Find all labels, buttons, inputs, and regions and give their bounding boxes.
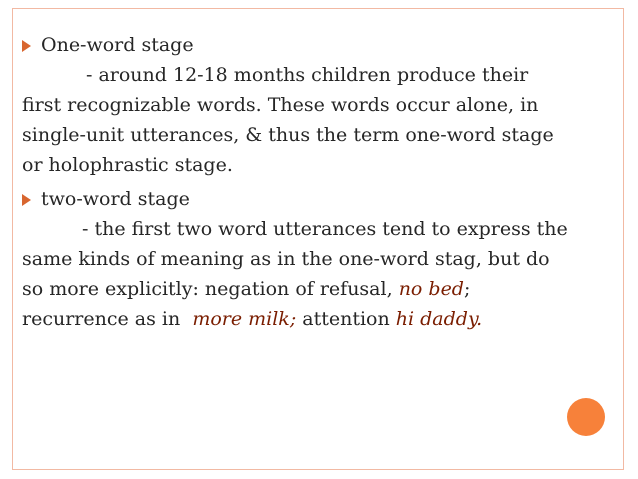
arrow-bullet-icon	[22, 40, 31, 52]
heading-one-word-stage: One-word stage	[41, 34, 194, 56]
text-line: single-unit utterances, & thus the term one-word stage	[22, 124, 554, 146]
example-hi-daddy: hi daddy.	[395, 308, 483, 330]
text-line	[22, 274, 612, 304]
arrow-bullet-icon	[22, 194, 31, 206]
text-line	[22, 304, 612, 334]
slide-content	[22, 30, 612, 334]
text-line: - around 12-18 months children produce their	[86, 64, 529, 86]
text-line: - the first two word utterances tend to express the	[82, 218, 568, 240]
example-no-bed: no bed	[398, 278, 464, 300]
text-line: same kinds of meaning as in the one-word stag, but do	[22, 248, 550, 270]
text-segment: recurrence as in	[22, 308, 181, 330]
bullet-two-word-stage	[22, 184, 612, 214]
decorative-dot	[567, 398, 605, 436]
text-line: first recognizable words. These words occur alone, in	[22, 94, 539, 116]
text-line: or holophrastic stage.	[22, 154, 233, 176]
bullet-one-word-stage	[22, 30, 612, 60]
text-segment: so more explicitly: negation of refusal,	[22, 278, 393, 300]
text-segment: attention	[302, 308, 390, 330]
example-more-milk: more milk;	[192, 308, 297, 330]
text-segment: ;	[463, 278, 471, 300]
heading-two-word-stage: two-word stage	[41, 188, 190, 210]
